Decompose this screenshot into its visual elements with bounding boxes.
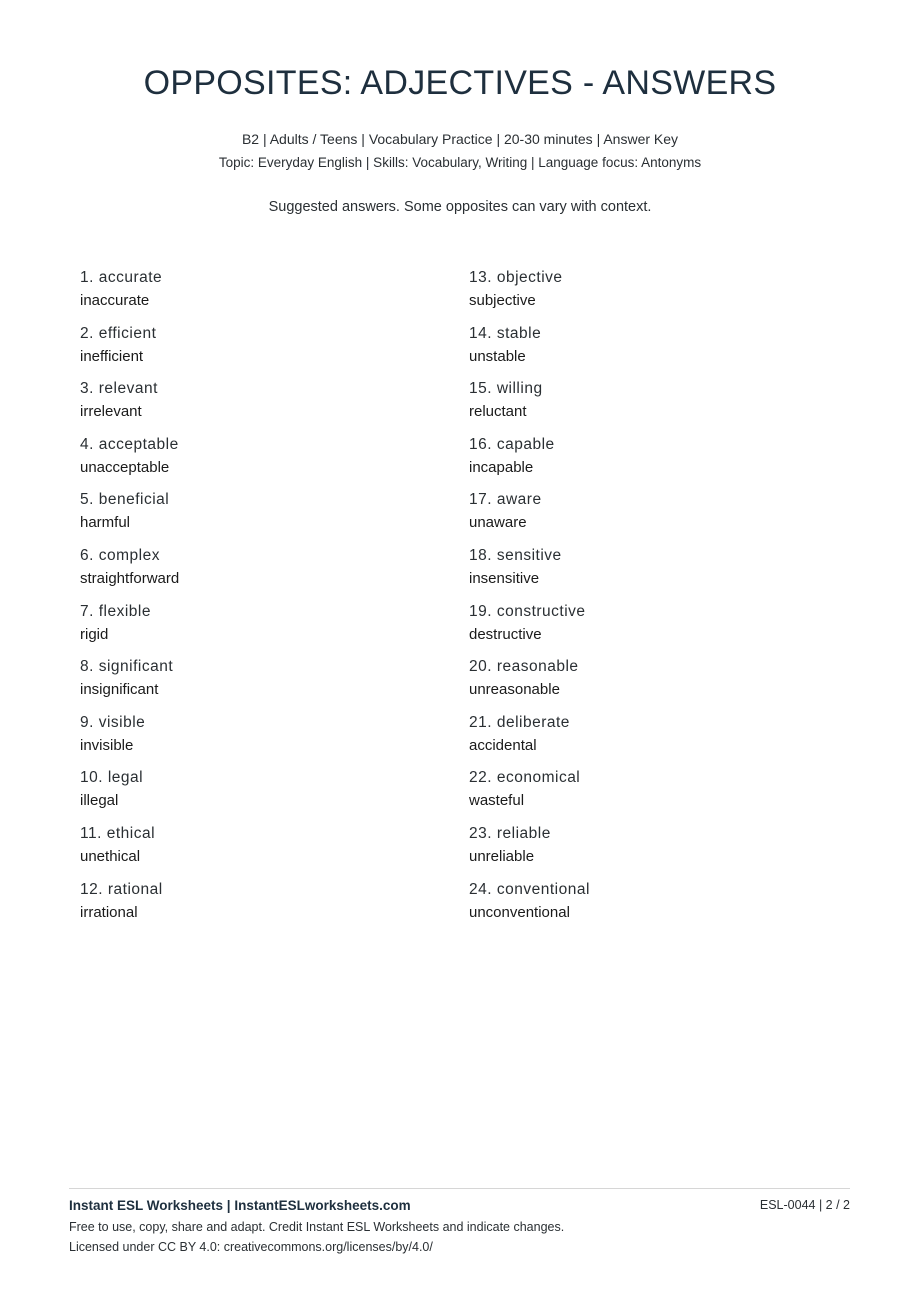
answers-column-left [80, 268, 179, 935]
item-word: 10. legal [80, 769, 144, 787]
item-word: 24. conventional [469, 880, 590, 898]
item-answer: unaware [469, 514, 527, 532]
item-answer: insensitive [469, 569, 540, 587]
item-word: 6. complex [80, 546, 160, 564]
item-word: 4. acceptable [80, 435, 179, 453]
answer-item [469, 324, 590, 380]
answer-item [80, 880, 179, 936]
footer-brand: Instant ESL Worksheets | InstantESLworksheets.com [69, 1198, 411, 1213]
answers-column-right [469, 268, 590, 935]
item-answer: irrational [80, 903, 138, 921]
item-answer: illegal [80, 792, 119, 810]
item-word: 2. efficient [80, 324, 157, 342]
item-answer: destructive [469, 625, 542, 643]
footer-divider [69, 1188, 850, 1189]
answer-item [80, 435, 179, 491]
item-word: 3. relevant [80, 380, 158, 398]
footer-license-note: Free to use, copy, share and adapt. Credit Instant ESL Worksheets and indicate changes. [69, 1220, 565, 1234]
answer-item [469, 435, 590, 491]
answer-item [80, 602, 179, 658]
item-answer: harmful [80, 514, 131, 532]
item-answer: inaccurate [80, 292, 150, 309]
item-answer: unreasonable [469, 681, 560, 699]
answers-note: Suggested answers. Some opposites can vary with context. [268, 199, 652, 215]
meta-line-topic: Topic: Everyday English | Skills: Vocabulary, Writing | Language focus: Antonyms [218, 155, 702, 170]
item-answer: straightforward [80, 569, 180, 587]
answer-item [80, 768, 179, 824]
item-word: 14. stable [469, 324, 542, 342]
item-answer: irrelevant [80, 403, 142, 421]
item-answer: insignificant [80, 681, 159, 699]
item-answer: inefficient [80, 347, 144, 365]
item-word: 5. beneficial [80, 491, 170, 509]
answer-item [469, 824, 590, 880]
item-answer: subjective [469, 292, 536, 309]
page-title: OPPOSITES: ADJECTIVES - ANSWERS [143, 64, 777, 102]
answer-item [80, 657, 179, 713]
answer-item [80, 324, 179, 380]
item-answer: reluctant [469, 403, 527, 421]
item-word: 19. constructive [469, 602, 586, 620]
item-word: 21. deliberate [469, 713, 570, 731]
item-answer: wasteful [469, 792, 525, 810]
item-word: 15. willing [469, 380, 543, 398]
item-answer: unreliable [469, 847, 535, 865]
answer-item [469, 490, 590, 546]
item-word: 1. accurate [80, 269, 163, 286]
item-answer: unethical [80, 847, 141, 865]
answer-item [469, 657, 590, 713]
item-answer: rigid [80, 625, 109, 643]
item-answer: unstable [469, 347, 526, 365]
answer-item [80, 490, 179, 546]
item-word: 11. ethical [80, 824, 156, 842]
answer-item [80, 268, 179, 324]
item-word: 16. capable [469, 435, 555, 453]
item-word: 9. visible [80, 713, 146, 731]
meta-line-level: B2 | Adults / Teens | Vocabulary Practice | 20-30 minutes | Answer Key [241, 131, 679, 147]
answer-item [80, 824, 179, 880]
item-word: 22. economical [469, 769, 581, 787]
item-word: 18. sensitive [469, 546, 562, 564]
item-answer: unconventional [469, 903, 570, 921]
item-word: 7. flexible [80, 602, 151, 620]
footer-license-link: Licensed under CC BY 4.0: creativecommons.org/licenses/by/4.0/ [69, 1240, 433, 1254]
item-answer: incapable [469, 458, 534, 476]
answer-item [469, 546, 590, 602]
answer-item [80, 379, 179, 435]
item-word: 12. rational [80, 880, 163, 898]
item-word: 13. objective [469, 269, 563, 286]
answer-item [80, 546, 179, 602]
item-answer: accidental [469, 736, 537, 754]
answer-item [469, 880, 590, 936]
item-word: 23. reliable [469, 824, 551, 842]
answer-item [469, 713, 590, 769]
item-word: 17. aware [469, 491, 542, 509]
answer-item [469, 768, 590, 824]
answer-item [469, 379, 590, 435]
answer-item [469, 268, 590, 324]
item-word: 8. significant [80, 658, 174, 676]
answer-item [80, 713, 179, 769]
footer-page-code: ESL-0044 | 2 / 2 [759, 1198, 850, 1212]
item-word: 20. reasonable [469, 658, 579, 676]
answer-item [469, 602, 590, 658]
item-answer: invisible [80, 736, 134, 754]
item-answer: unacceptable [80, 458, 170, 476]
